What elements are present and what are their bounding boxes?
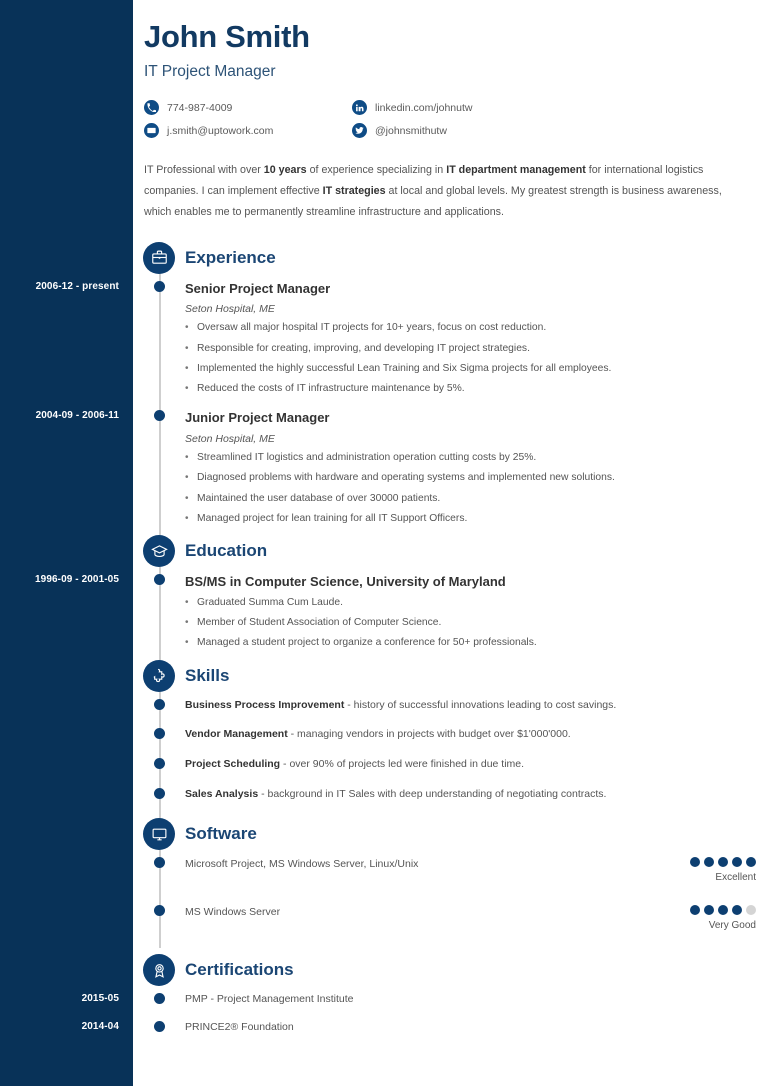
rating-dot-filled <box>718 905 728 915</box>
contact-linkedin[interactable] <box>352 100 730 115</box>
contact-email-text: j.smith@uptowork.com <box>167 124 274 137</box>
section-header-software <box>133 817 768 851</box>
linkedin-icon <box>352 100 367 115</box>
software-name: MS Windows Server <box>185 906 281 919</box>
rating-dot-filled <box>704 905 714 915</box>
timeline-date-label: 2014-04 <box>81 1020 119 1032</box>
email-icon <box>144 123 159 138</box>
timeline-dot <box>154 281 165 292</box>
skill-name: Vendor Management <box>185 728 288 741</box>
skill-description: - background in IT Sales with deep understanding of negotiating contracts. <box>258 787 607 800</box>
section-skills <box>133 659 768 800</box>
award-ribbon-icon <box>143 954 175 986</box>
skill-item <box>133 699 768 712</box>
timeline-date-label: 2015-05 <box>81 993 119 1005</box>
section-title-experience: Experience <box>185 247 276 267</box>
timeline-date-label: 1996-09 - 2001-05 <box>35 574 119 586</box>
contact-twitter[interactable] <box>352 123 730 138</box>
rating-dot-filled <box>690 857 700 867</box>
bullet-item: • Member of Student Association of Computer Science. <box>185 618 730 628</box>
skill-item <box>133 758 768 771</box>
page-title: John Smith <box>144 19 310 54</box>
bullet-list <box>185 323 730 394</box>
bullet-item: • Diagnosed problems with hardware and operating systems and implemented new solutions. <box>185 473 730 483</box>
bullet-item: • Graduated Summa Cum Laude. <box>185 598 730 608</box>
bullet-item: • Managed a student project to organize a conference for 50+ professionals. <box>185 638 730 648</box>
bullet-item: • Responsible for creating, improving, and developing IT project strategies. <box>185 344 730 354</box>
certifications-list <box>81 993 768 1033</box>
section-header-education <box>133 534 768 568</box>
professional-summary <box>144 160 730 223</box>
certification-item <box>81 993 768 1006</box>
bullet-item: • Reduced the costs of IT infrastructure maintenance by 5%. <box>185 384 730 394</box>
bullet-item: • Streamlined IT logistics and administration operation cutting costs by 25%. <box>185 453 730 463</box>
entry-title: Junior Project Manager <box>185 410 330 426</box>
summary-emphasis: 10 years <box>263 164 307 177</box>
section-header-skills <box>133 659 768 693</box>
rating-dot-filled <box>732 857 742 867</box>
summary-text: for international logistics companies. I can implement effective <box>144 164 704 197</box>
software-item <box>133 857 768 883</box>
timeline-dot <box>154 410 165 421</box>
briefcase-icon <box>143 242 175 274</box>
timeline-entry <box>35 280 768 395</box>
section-title-education: Education <box>185 541 268 561</box>
section-title-skills: Skills <box>185 665 230 685</box>
software-item <box>133 905 768 931</box>
section-title-certifications: Certifications <box>185 960 294 980</box>
timeline-dot <box>154 788 165 799</box>
rating-dots <box>666 905 756 915</box>
resume-timeline <box>35 241 768 1034</box>
summary-text: at local and global levels. My greatest strength is business awareness, which enables me to permanently streamline infrastructure and applications. <box>144 184 722 218</box>
software-list <box>133 857 768 931</box>
graduation-cap-icon <box>143 535 175 567</box>
timeline-entry <box>35 574 768 649</box>
entry-title: BS/MS in Computer Science, University of Maryland <box>185 574 506 590</box>
rating-dots <box>666 857 756 867</box>
bullet-item: • Implemented the highly successful Lean Training and Six Sigma projects for all employees. <box>185 364 730 374</box>
skill-description: - over 90% of projects led were finished in due time. <box>280 757 525 770</box>
rating-label: Very Good <box>708 920 756 932</box>
rating-dot-empty <box>746 905 756 915</box>
section-header-experience <box>133 241 768 275</box>
timeline-dot <box>154 905 165 916</box>
section-certifications <box>81 953 768 1033</box>
certification-item <box>81 1020 768 1034</box>
summary-text: of experience specializing in <box>306 164 447 177</box>
timeline-dot <box>154 857 165 868</box>
rating-label: Excellent <box>715 872 756 884</box>
bullet-list <box>185 598 730 649</box>
monitor-icon <box>143 818 175 850</box>
timeline-entry <box>35 410 768 524</box>
summary-emphasis: IT department management <box>446 164 586 177</box>
puzzle-piece-icon <box>143 660 175 692</box>
section-education <box>35 534 768 649</box>
contact-twitter-text: @johnsmithutw <box>375 124 447 137</box>
resume-header <box>133 0 768 142</box>
twitter-icon <box>352 123 367 138</box>
timeline-date-label: 2006-12 - present <box>35 280 119 292</box>
rating-dot-filled <box>718 857 728 867</box>
section-title-software: Software <box>185 824 257 844</box>
contact-linkedin-text: linkedin.com/johnutw <box>375 101 473 114</box>
timeline-dot <box>154 993 165 1004</box>
skill-name: Sales Analysis <box>185 787 259 800</box>
skill-item <box>133 788 768 801</box>
entry-subtitle: Seton Hospital, ME <box>185 433 275 446</box>
timeline-dot <box>154 1021 165 1032</box>
phone-icon <box>144 100 159 115</box>
contact-phone-text: 774-987-4009 <box>167 101 233 114</box>
certification-name: PMP - Project Management Institute <box>185 993 354 1006</box>
timeline-dot <box>154 728 165 739</box>
skill-description: - managing vendors in projects with budget over $1'000'000. <box>287 728 571 741</box>
summary-emphasis: IT strategies <box>322 184 386 197</box>
bullet-item: • Managed project for lean training for all IT Support Officers. <box>185 514 730 524</box>
contact-email[interactable] <box>144 123 352 138</box>
bullet-list <box>185 453 730 524</box>
rating-dot-filled <box>732 905 742 915</box>
timeline-dot <box>154 574 165 585</box>
experience-entries <box>35 280 768 525</box>
skill-name: Project Scheduling <box>185 757 281 770</box>
rating-dot-filled <box>690 905 700 915</box>
section-experience <box>35 241 768 525</box>
section-header-certifications <box>133 953 768 987</box>
entry-title: Senior Project Manager <box>185 280 331 296</box>
skill-description: - history of successful innovations leading to cost savings. <box>344 698 617 711</box>
skill-item <box>133 728 768 741</box>
software-rating <box>666 905 756 931</box>
section-software <box>133 817 768 931</box>
summary-text: IT Professional with over <box>144 164 264 177</box>
skill-name: Business Process Improvement <box>185 698 345 711</box>
rating-dot-filled <box>746 857 756 867</box>
timeline-dot <box>154 758 165 769</box>
software-rating <box>666 857 756 883</box>
skills-list <box>133 699 768 800</box>
timeline-dot <box>154 699 165 710</box>
certification-name: PRINCE2® Foundation <box>185 1020 294 1033</box>
bullet-item: • Oversaw all major hospital IT projects for 10+ years, focus on cost reduction. <box>185 323 730 333</box>
entry-subtitle: Seton Hospital, ME <box>185 303 275 316</box>
contact-phone[interactable] <box>144 100 352 115</box>
sidebar-panel <box>0 0 133 1086</box>
resume-main-column <box>35 0 768 1086</box>
education-entries <box>35 574 768 649</box>
job-title: IT Project Manager <box>144 63 276 81</box>
rating-dot-filled <box>704 857 714 867</box>
software-name: Microsoft Project, MS Windows Server, Linux/Unix <box>185 858 419 871</box>
contact-info-block <box>144 96 730 142</box>
bullet-item: • Maintained the user database of over 30000 patients. <box>185 494 730 504</box>
timeline-date-label: 2004-09 - 2006-11 <box>35 410 119 422</box>
